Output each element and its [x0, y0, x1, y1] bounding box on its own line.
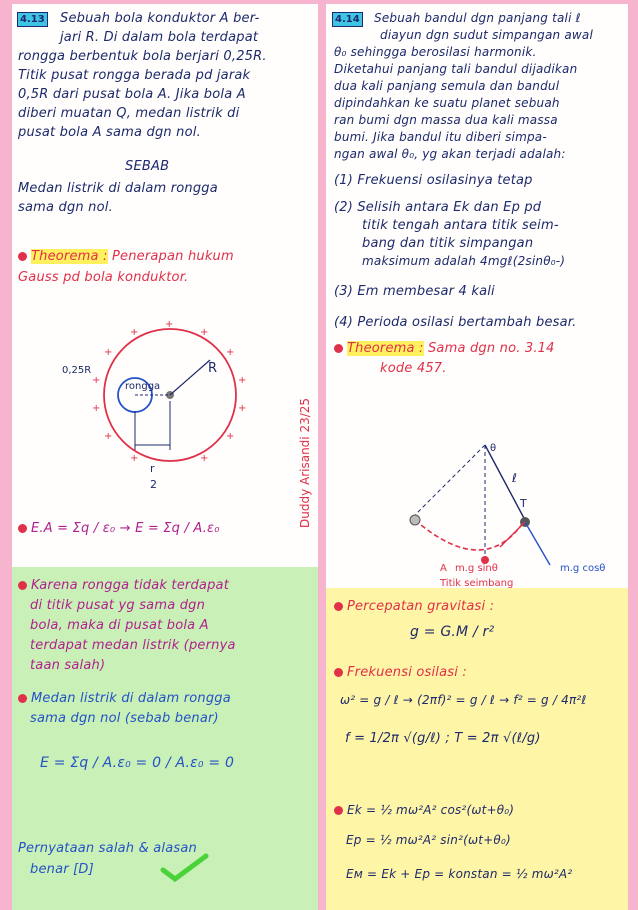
left-theorem-line-1 [18, 248, 234, 265]
fraction-top-label: r [150, 462, 155, 475]
frequency-formula-2: f = 1/2π √(g/ℓ) ; T = 2π √(ℓ/g) [345, 731, 541, 746]
right-theorem-text-1: Sama dgn no. 3.14 [427, 341, 555, 356]
author-vertical-text: Duddy Arisandi 23/25 [298, 397, 312, 528]
checkmark-icon [160, 852, 210, 882]
right-problem-line-8: bumi. Jika bandul itu diberi simpa- [334, 130, 547, 144]
mg-cos-label: m.g cosθ [560, 563, 606, 574]
svg-text:+: + [104, 347, 113, 358]
svg-text:+: + [238, 375, 247, 386]
conclusion-line-1: Pernyataan salah & alasan [18, 841, 197, 856]
right-problem-line-2: diayun dgn sudut simpangan awal [380, 28, 593, 42]
svg-text:+: + [200, 453, 209, 464]
left-theorem-text-1: Penerapan hukum [111, 249, 234, 264]
mg-sin-label: m.g sinθ [455, 563, 498, 574]
potential-energy-formula: Ep = ½ mω²A² sin²(ωt+θ₀) [346, 833, 511, 847]
cavity-radius-label: 0,25R [62, 365, 92, 376]
explanation1-line-3: bola, maka di pusat bola A [30, 618, 209, 633]
svg-text:+: + [92, 375, 101, 386]
bullet-icon [18, 694, 27, 703]
sebab-label: SEBAB [125, 159, 170, 174]
option-2-line-3: bang dan titik simpangan [362, 236, 534, 251]
option-1: (1) Frekuensi osilasinya tetap [334, 173, 533, 188]
left-problem-line-7: pusat bola A sama dgn nol. [18, 125, 201, 140]
svg-text:+: + [238, 403, 247, 414]
bullet-icon [18, 252, 27, 261]
frame-right [628, 0, 638, 910]
bullet-icon [334, 602, 343, 611]
point-A-label: A [440, 563, 447, 574]
gravity-label: Percepatan gravitasi : [334, 598, 494, 615]
gravity-formula: g = G.M / r² [410, 624, 495, 640]
right-problem-line-6: dipindahkan ke suatu planet sebuah [334, 96, 560, 110]
explanation1-line-5: taan salah) [30, 658, 106, 673]
explanation2-line-2: sama dgn nol (sebab benar) [30, 711, 219, 726]
option-2-line-2: titik tengah antara titik seim- [362, 218, 559, 233]
right-problem-line-3: θ₀ sehingga berosilasi harmonik. [334, 45, 537, 59]
svg-text:+: + [92, 403, 101, 414]
left-reason-line-1: Medan listrik di dalam rongga [18, 181, 218, 196]
cavity-label: rongga [125, 381, 161, 392]
conductor-sphere-diagram [60, 315, 280, 490]
svg-text:+: + [200, 327, 209, 338]
bullet-icon [18, 581, 27, 590]
svg-text:+: + [226, 431, 235, 442]
field-zero-formula: E = Σq / A.ε₀ = 0 / A.ε₀ = 0 [40, 755, 235, 771]
left-problem-line-6: diberi muatan Q, medan listrik di [18, 106, 240, 121]
left-theorem-label: Theorema : [31, 249, 108, 264]
svg-text:+: + [165, 319, 174, 330]
svg-text:+: + [130, 327, 139, 338]
problem-number-badge-right: 4.14 [332, 12, 363, 27]
kinetic-energy-formula: Ek = ½ mω²A² cos²(ωt+θ₀) [334, 802, 514, 819]
fraction-bottom-label: 2 [150, 478, 157, 491]
right-problem-line-1: Sebuah bandul dgn panjang tali ℓ [374, 11, 581, 25]
right-theorem-text-2: kode 457. [380, 361, 447, 376]
length-label: ℓ [512, 471, 517, 485]
right-theorem-line-1 [334, 340, 555, 357]
conclusion-line-2: benar [D] [30, 862, 94, 877]
right-problem-line-5: dua kali panjang semula dan bandul [334, 79, 560, 93]
bullet-icon [334, 344, 343, 353]
svg-text:+: + [130, 453, 139, 464]
right-problem-line-4: Diketahui panjang tali bandul dijadikan [334, 62, 578, 76]
right-problem-line-9: ngan awal θ₀, yg akan terjadi adalah: [334, 147, 566, 161]
explanation1-line-2: di titik pusat yg sama dgn [30, 598, 206, 613]
option-2-line-1: (2) Selisih antara Ek dan Ep pd [334, 200, 542, 215]
left-problem-line-4: Titik pusat rongga berada pd jarak [18, 68, 251, 83]
frequency-label: Frekuensi osilasi : [334, 664, 467, 681]
left-problem-line-2: jari R. Di dalam bola terdapat [60, 30, 259, 45]
explanation2-line-1: Medan listrik di dalam rongga [18, 690, 231, 707]
mechanical-energy-formula: Eм = Ek + Ep = konstan = ½ mω²A² [346, 867, 573, 881]
right-problem-line-7: ran bumi dgn massa dua kali massa [334, 113, 558, 127]
left-theorem-text-2: Gauss pd bola konduktor. [18, 270, 189, 285]
equilibrium-label: Titik seimbang [440, 578, 514, 589]
option-3: (3) Em membesar 4 kali [334, 284, 495, 299]
option-2-line-4: maksimum adalah 4mgℓ(2sinθ₀-) [362, 254, 566, 268]
bullet-icon [334, 668, 343, 677]
radius-R-label: R [208, 361, 218, 376]
explanation1-line-1: Karena rongga tidak terdapat [18, 577, 229, 594]
gauss-formula: E.A = Σq / ε₀ → E = Σq / A.ε₀ [18, 520, 220, 537]
svg-text:+: + [226, 347, 235, 358]
problem-number-badge: 4.13 [17, 12, 48, 27]
left-problem-line-5: 0,5R dari pusat bola A. Jika bola A [18, 87, 246, 102]
option-4: (4) Perioda osilasi bertambah besar. [334, 315, 577, 330]
left-problem-line-1: Sebuah bola konduktor A ber- [60, 11, 260, 26]
column-divider [318, 0, 326, 910]
bullet-icon [18, 524, 27, 533]
left-reason-line-2: sama dgn nol. [18, 200, 113, 215]
frequency-formula-1: ω² = g / ℓ → (2πf)² = g / ℓ → f² = g / 4π²ℓ [340, 693, 587, 707]
left-problem-line-3: rongga berbentuk bola berjari 0,25R. [18, 49, 267, 64]
tension-label: T [520, 497, 527, 510]
bullet-icon [334, 806, 343, 815]
frame-left [0, 0, 12, 910]
svg-text:+: + [104, 431, 113, 442]
explanation1-line-4: terdapat medan listrik (pernya [30, 638, 236, 653]
theta-label: θ [490, 443, 497, 454]
right-theorem-label: Theorema : [347, 341, 424, 356]
